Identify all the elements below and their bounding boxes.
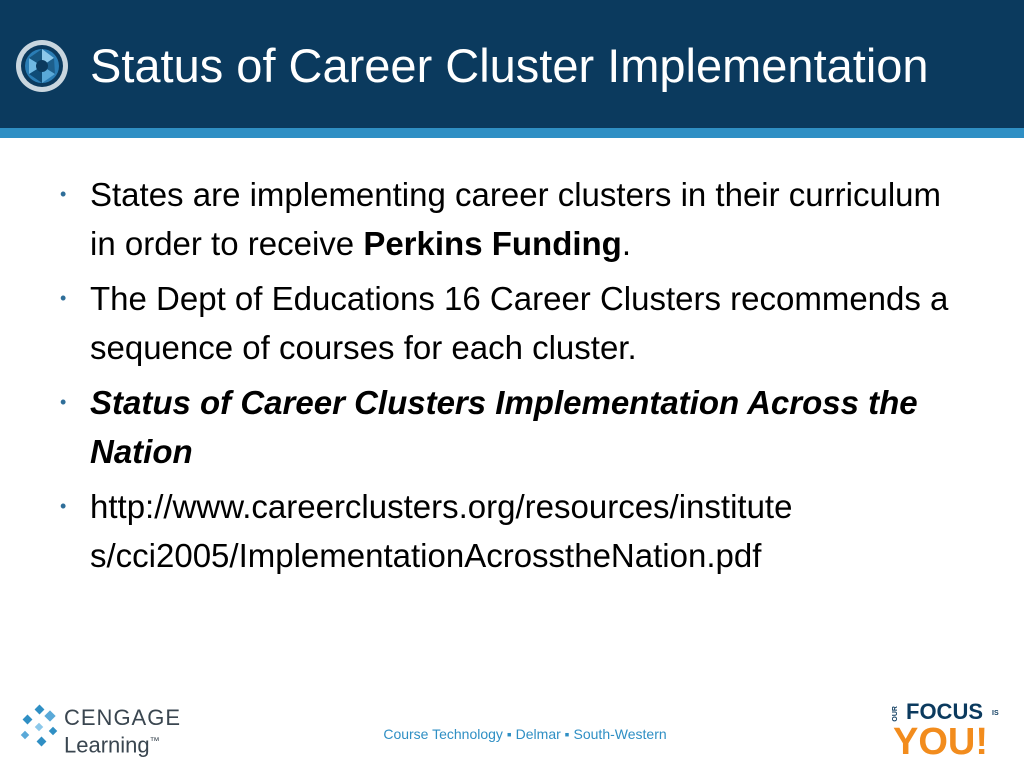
focus-logo-you: YOU! — [893, 721, 988, 763]
bullet-marker: • — [60, 496, 67, 516]
bullet-item-perkins — [58, 170, 958, 268]
url-link-line1[interactable]: http://www.careerclusters.org/resources/institute — [90, 488, 793, 525]
bullet-text: States are implementing career clusters in their curriculum in order to receive — [90, 176, 941, 262]
cengage-learning-text — [64, 730, 160, 757]
url-link-line2[interactable]: s/cci2005/ImplementationAcrosstheNation.pdf — [90, 537, 762, 574]
perkins-funding-emphasis: Perkins Funding — [363, 225, 622, 262]
bullet-list — [58, 170, 958, 586]
focus-logo-our: OUR — [892, 706, 899, 722]
bullet-text: The Dept of Educations 16 Career Clusters recommends a sequence of courses for each cluster. — [90, 280, 949, 366]
trademark: ™ — [149, 736, 160, 747]
bullet-marker: • — [60, 392, 67, 412]
bullet-text-end: . — [621, 225, 632, 262]
cengage-brand-text: CENGAGE — [64, 705, 182, 730]
bullet-marker: • — [60, 288, 67, 308]
title-rule — [0, 128, 1024, 138]
focus-logo-is: IS — [992, 710, 999, 717]
bullet-item-dept-clusters — [58, 274, 958, 372]
slide-title: Status of Career Cluster Implementation — [90, 39, 929, 92]
bullet-marker: • — [60, 184, 67, 204]
camera-aperture-icon — [14, 38, 70, 94]
report-title-text: Status of Career Clusters Implementation Across the Nation — [90, 384, 918, 470]
bullet-item-url[interactable] — [58, 482, 958, 580]
learning-word: Learning — [64, 732, 150, 758]
bullet-item-report-title — [58, 378, 958, 476]
focus-logo-focus: FOCUS — [906, 699, 983, 724]
publisher-footer: Course Technology ▪ Delmar ▪ South-Western — [383, 726, 667, 742]
